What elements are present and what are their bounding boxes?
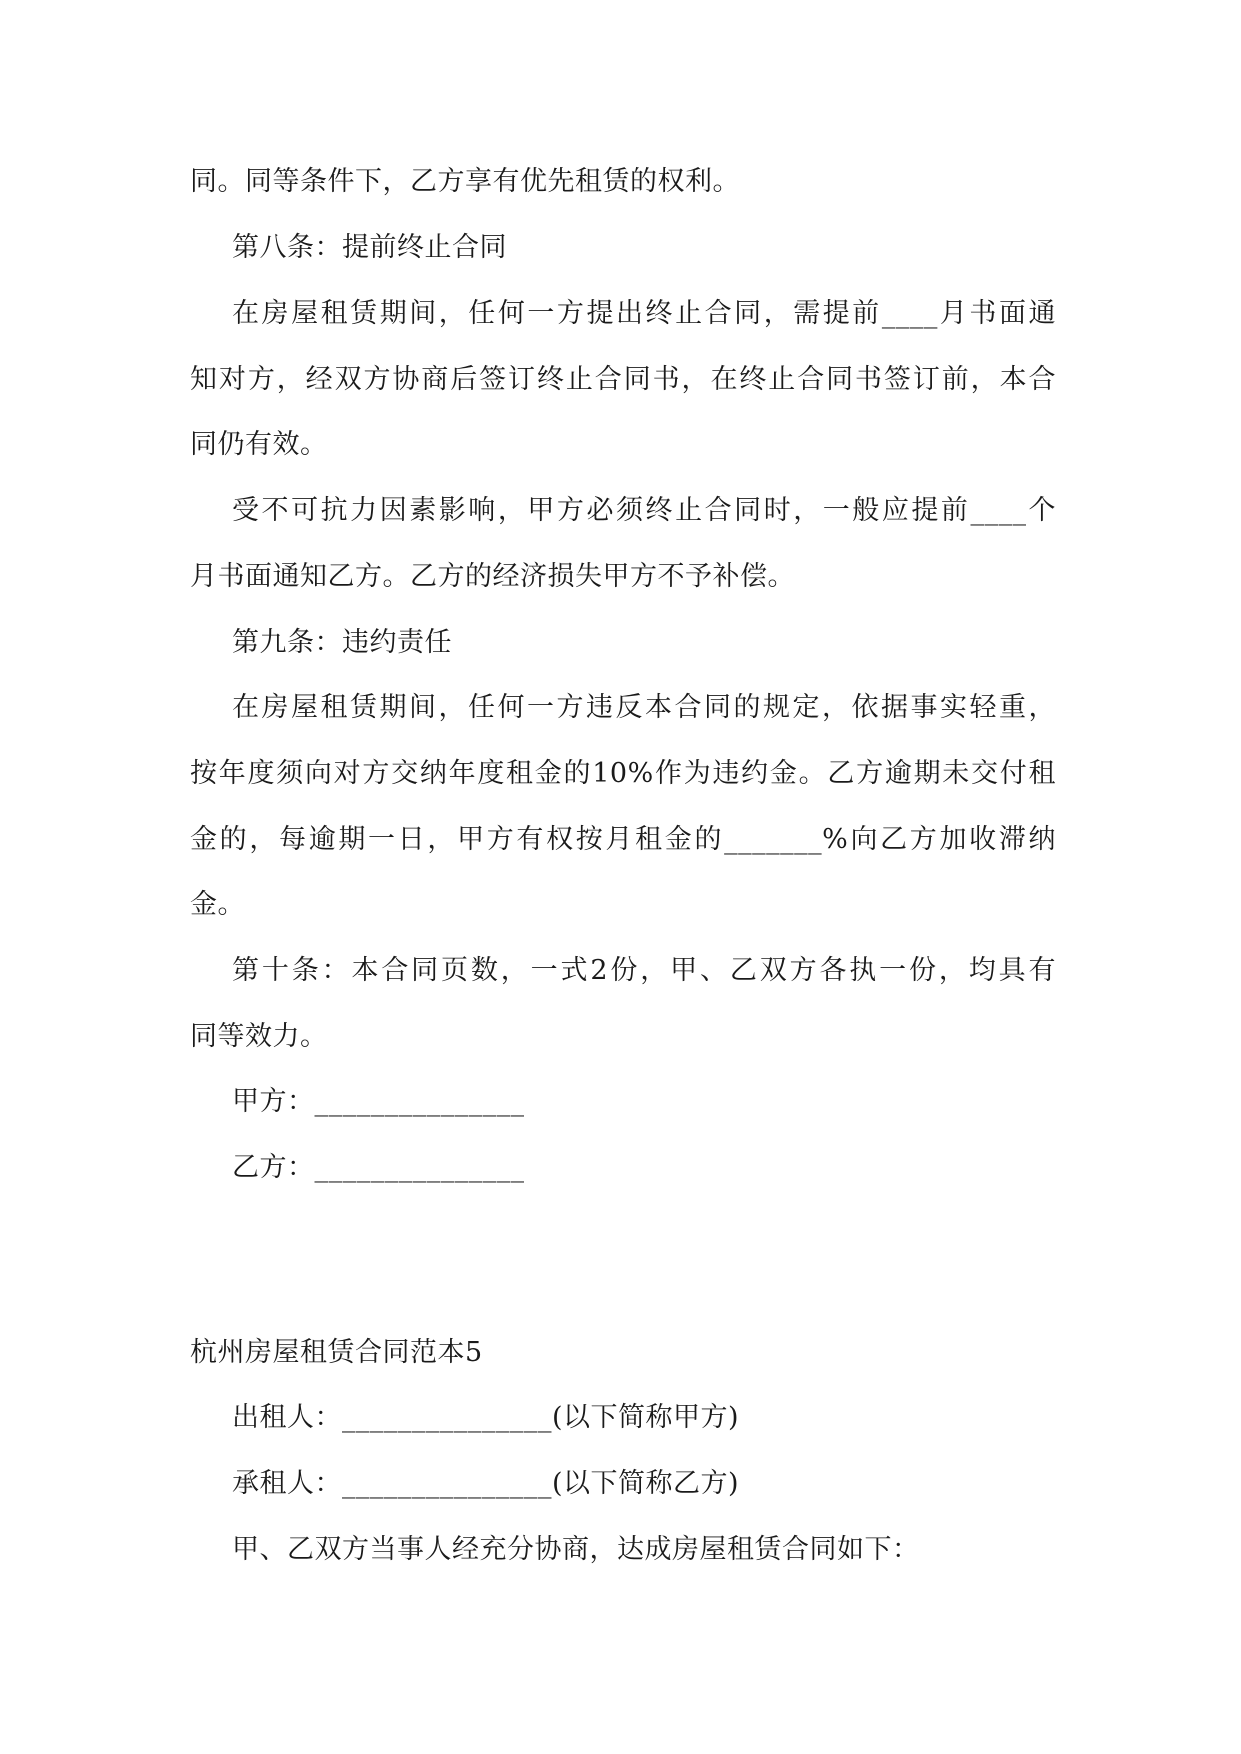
section-title: 杭州房屋租赁合同范本5 <box>190 1337 483 1368</box>
paragraph-line: 同。同等条件下，乙方享有优先租赁的权利。 <box>190 166 740 197</box>
paragraph-line: 在房屋租赁期间，任何一方违反本合同的规定，依据事实轻重， <box>232 692 1056 723</box>
article-heading: 第九条：违约责任 <box>232 627 452 658</box>
lessor-line: 出租人：_______________(以下简称甲方) <box>232 1402 740 1433</box>
paragraph-line: 按年度须向对方交纳年度租金的10%作为违约金。乙方逾期未交付租 <box>190 758 1056 789</box>
party-b-signature-line: 乙方：_______________ <box>232 1152 525 1183</box>
paragraph-line: 在房屋租赁期间，任何一方提出终止合同，需提前____月书面通 <box>232 298 1056 329</box>
paragraph-line: 受不可抗力因素影响，甲方必须终止合同时，一般应提前____个 <box>232 495 1056 526</box>
paragraph-line: 甲、乙双方当事人经充分协商，达成房屋租赁合同如下： <box>232 1534 920 1565</box>
paragraph-line: 知对方，经双方协商后签订终止合同书，在终止合同书签订前，本合 <box>190 364 1056 395</box>
paragraph-line: 第十条：本合同页数，一式2份，甲、乙双方各执一份，均具有 <box>232 955 1056 986</box>
article-heading: 第八条：提前终止合同 <box>232 232 507 263</box>
paragraph-line: 月书面通知乙方。乙方的经济损失甲方不予补偿。 <box>190 561 795 592</box>
lessee-line: 承租人：_______________(以下简称乙方) <box>232 1468 740 1499</box>
paragraph-line: 金的，每逾期一日，甲方有权按月租金的_______%向乙方加收滞纳 <box>190 824 1056 855</box>
paragraph-line: 同等效力。 <box>190 1021 328 1052</box>
paragraph-line: 金。 <box>190 889 245 920</box>
paragraph-line: 同仍有效。 <box>190 429 328 460</box>
party-a-signature-line: 甲方：_______________ <box>232 1086 525 1117</box>
